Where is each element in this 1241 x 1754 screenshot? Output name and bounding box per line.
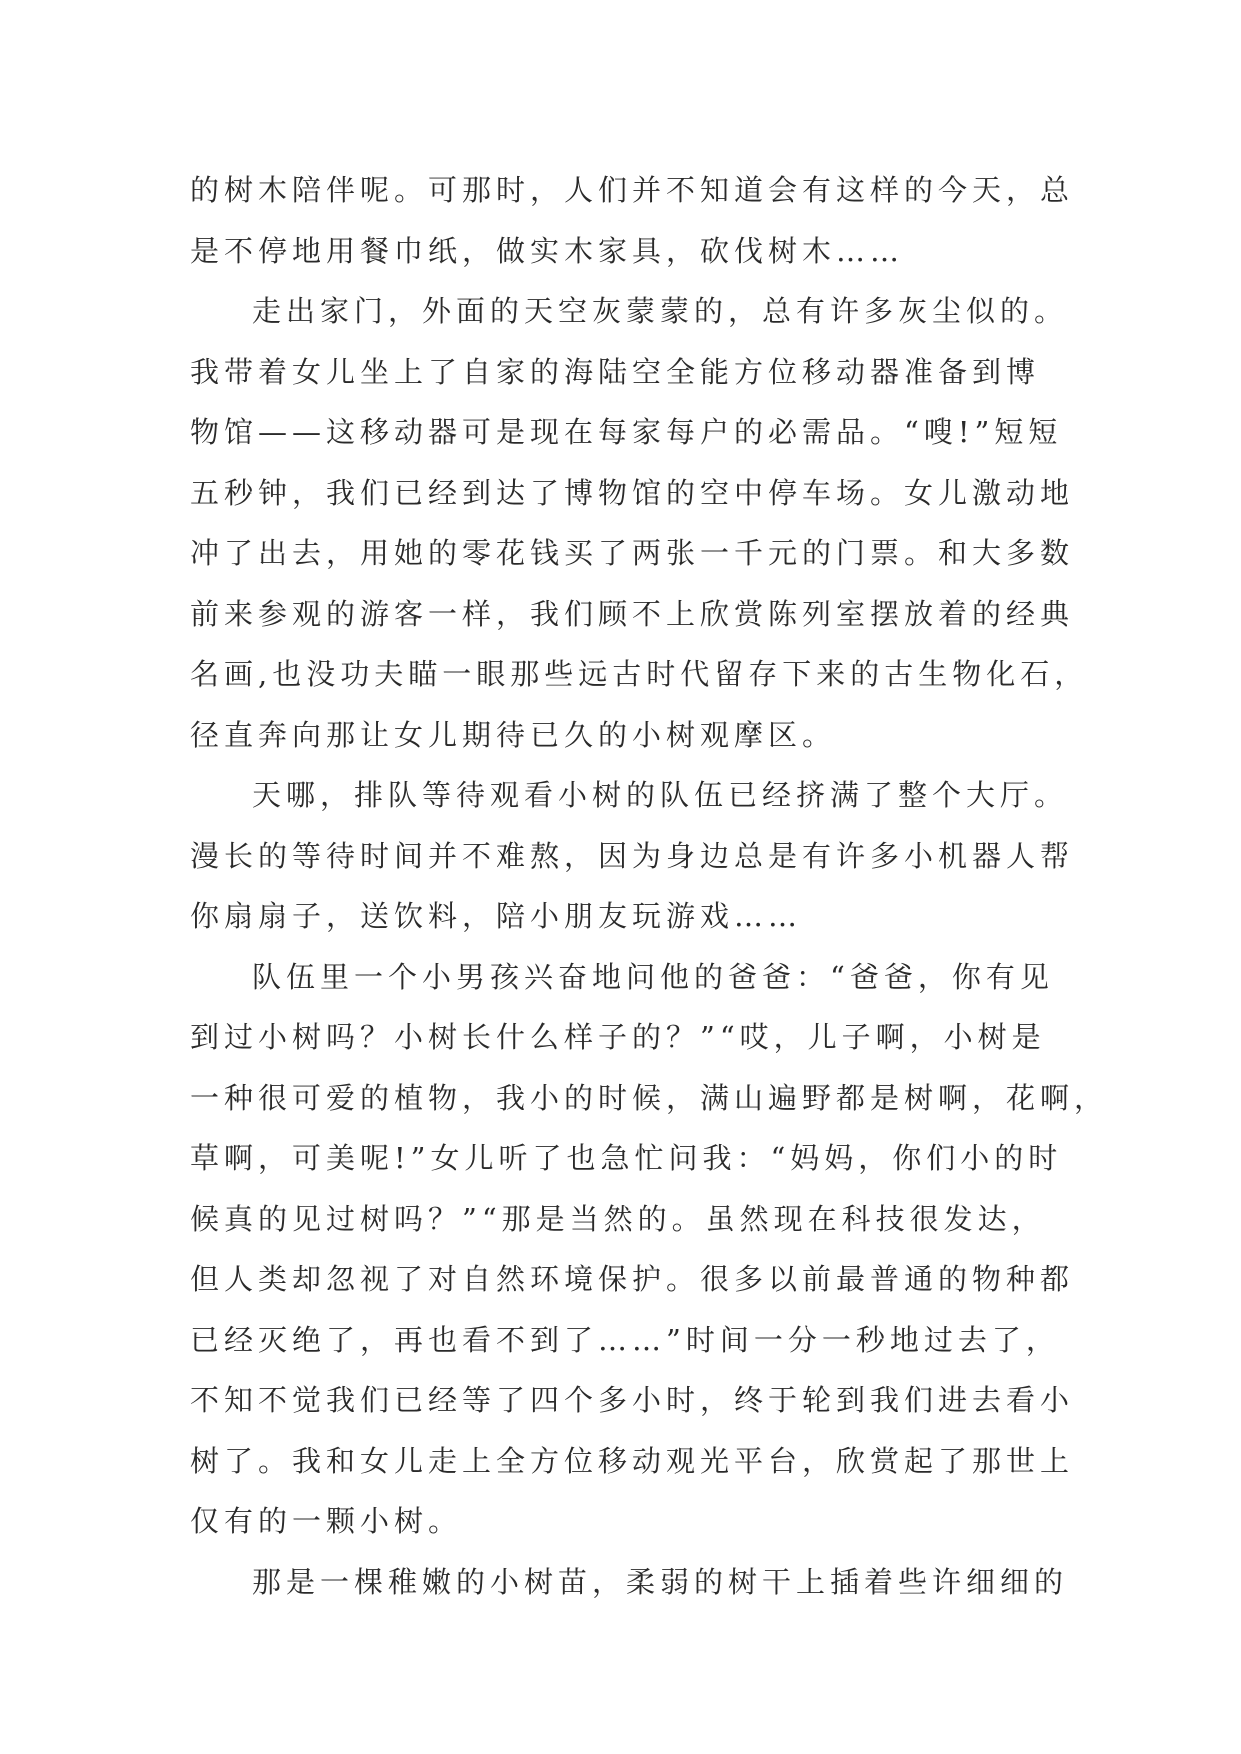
text-line: 你扇扇子，送饮料，陪小朋友玩游戏…… <box>190 899 803 933</box>
text-line: 天哪，排队等待观看小树的队伍已经挤满了整个大厅。 <box>252 778 1069 812</box>
text-line: 的树木陪伴呢。可那时，人们并不知道会有这样的今天，总 <box>190 173 1075 207</box>
body-text <box>190 160 1109 1612</box>
text-line: 物馆——这移动器可是现在每家每户的必需品。“嗖!”短短 <box>190 415 1063 449</box>
text-line: 候真的见过树吗？”“那是当然的。虽然现在科技很发达， <box>190 1201 1046 1236</box>
text-line: 到过小树吗？小树长什么样子的？”“哎，儿子啊，小树是 <box>190 1020 1046 1054</box>
text-line: 冲了出去，用她的零花钱买了两张一千元的门票。和大多数 <box>190 536 1075 570</box>
text-line: 但人类却忽视了对自然环境保护。很多以前最普通的物种都 <box>190 1262 1075 1296</box>
text-line: 已经灭绝了，再也看不到了……”时间一分一秒地过去了， <box>190 1322 1060 1357</box>
text-line: 名画,也没功夫瞄一眼那些远古时代留存下来的古生物化石， <box>190 657 1089 691</box>
text-line: 径直奔向那让女儿期待已久的小树观摩区。 <box>190 717 837 752</box>
text-line: 我带着女儿坐上了自家的海陆空全能方位移动器准备到博 <box>190 354 1041 389</box>
text-line: 树了。我和女儿走上全方位移动观光平台，欣赏起了那世上 <box>190 1443 1075 1478</box>
text-line: 走出家门，外面的天空灰蒙蒙的，总有许多灰尘似的。 <box>252 294 1069 328</box>
text-line: 五秒钟，我们已经到达了博物馆的空中停车场。女儿激动地 <box>190 475 1075 510</box>
text-line: 仅有的一颗小树。 <box>190 1504 463 1538</box>
text-line: 漫长的等待时间并不难熬，因为身边总是有许多小机器人帮 <box>190 838 1075 873</box>
text-line: 队伍里一个小男孩兴奋地问他的爸爸：“爸爸，你有见 <box>252 959 1054 994</box>
text-line: 一种很可爱的植物，我小的时候，满山遍野都是树啊，花啊， <box>190 1080 1109 1115</box>
text-line: 不知不觉我们已经等了四个多小时，终于轮到我们进去看小 <box>190 1383 1075 1417</box>
text-line: 是不停地用餐巾纸，做实木家具，砍伐树木…… <box>190 233 905 268</box>
text-line: 前来参观的游客一样，我们顾不上欣赏陈列室摆放着的经典 <box>190 596 1075 631</box>
text-line: 草啊，可美呢!”女儿听了也急忙问我：“妈妈，你们小的时 <box>190 1141 1063 1175</box>
text-line: 那是一棵稚嫩的小树苗，柔弱的树干上插着些许细细的 <box>252 1564 1069 1599</box>
